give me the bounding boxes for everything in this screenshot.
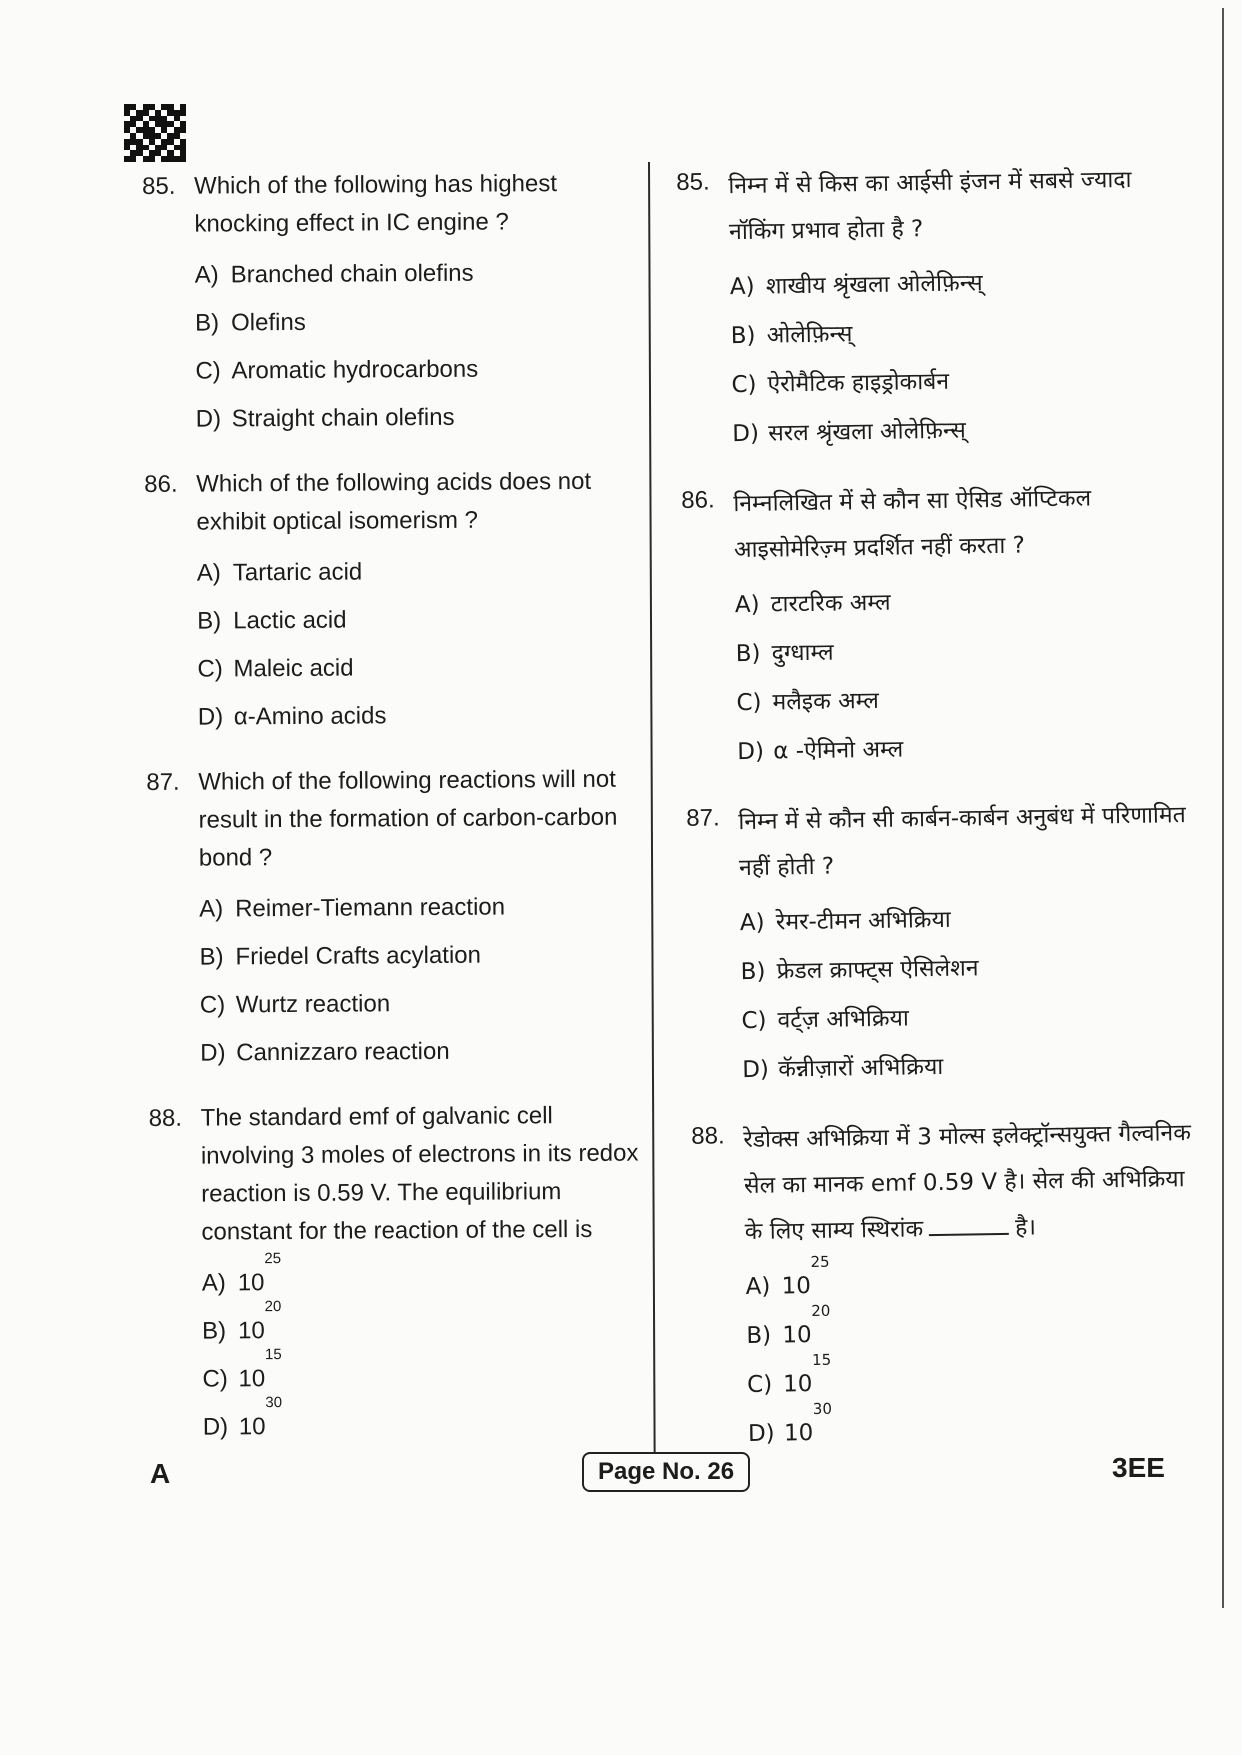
- option-d: D) Straight chain olefins: [195, 403, 455, 433]
- options-list: [195, 249, 634, 444]
- option-c: C) मलैइक अम्ल: [736, 687, 880, 717]
- question-text: निम्न में से कौन सी कार्बन-कार्बन अनुबंध में परिणामित नहीं होती ?: [738, 802, 1186, 882]
- option-d: D) α -ऐमिनो अम्ल: [737, 736, 904, 766]
- question-86-hi: [681, 474, 1196, 778]
- option-a: A) शाखीय श्रृंखला ओलेफ़िन्स्: [729, 270, 983, 301]
- question-88-hi: [691, 1110, 1206, 1460]
- question-number: 87.: [686, 804, 720, 832]
- option-a: A) Tartaric acid: [196, 558, 363, 587]
- question-text: Which of the following acids does not exhibit optical isomerism ?: [196, 467, 592, 536]
- qr-code: [124, 104, 186, 162]
- column-divider: [648, 162, 656, 1452]
- options-list: [735, 574, 1196, 777]
- option-a: A) 10 25: [201, 1250, 282, 1297]
- question-number: 85.: [676, 168, 710, 196]
- option-b: B) 10 20: [202, 1298, 282, 1345]
- question-number: 85.: [142, 172, 176, 200]
- option-c: C) 10 15: [202, 1346, 282, 1393]
- booklet-series: A: [150, 1458, 171, 1489]
- option-c: C) ऐरोमैटिक हाइड्रोकार्बन: [731, 368, 950, 399]
- option-c: C) Maleic acid: [197, 654, 354, 683]
- question-86-en: [144, 463, 636, 742]
- question-87-en: [146, 761, 638, 1078]
- option-d: D) सरल श्रृंखला ओलेफ़िन्स्: [732, 417, 967, 448]
- question-87-hi: [686, 792, 1201, 1096]
- question-number: 86.: [681, 486, 715, 514]
- page-edge-line: [1222, 8, 1224, 1608]
- question-number: 87.: [146, 768, 180, 796]
- paper-code: 3EE: [1112, 1452, 1165, 1483]
- option-c: C) 10 15: [746, 1350, 832, 1399]
- question-number: 86.: [144, 470, 178, 498]
- option-b: B) दुग्धाम्ल: [735, 639, 834, 668]
- option-a: A) रेमर-टीमन अभिक्रिया: [739, 906, 951, 937]
- option-c: C) Wurtz reaction: [199, 990, 391, 1019]
- option-d: D) 10 30: [747, 1399, 833, 1448]
- options-list: [745, 1252, 1206, 1459]
- option-d: D) 10 30: [202, 1394, 283, 1441]
- question-text: निम्नलिखित में से कौन सा ऐसिड ऑप्टिकल आइसोमेरिज़्म प्रदर्शित नहीं करता ?: [733, 485, 1092, 564]
- option-b: B) Lactic acid: [197, 606, 347, 635]
- option-c: C) Aromatic hydrocarbons: [195, 355, 479, 385]
- options-list: [201, 1250, 641, 1452]
- question-text: Which of the following has highest knocking effect in IC engine ?: [194, 170, 558, 238]
- question-85-en: [142, 165, 634, 444]
- option-b: B) Olefins: [194, 308, 306, 337]
- question-text: निम्न में से किस का आईसी इंजन में सबसे ज्यादा नॉकिंग प्रभाव होता है ?: [728, 166, 1132, 246]
- option-a: A) 10 25: [745, 1252, 830, 1301]
- page-number: Page No. 26: [582, 1452, 750, 1492]
- option-d: D) Cannizzaro reaction: [200, 1037, 450, 1067]
- option-a: A) Reimer-Tiemann reaction: [199, 893, 506, 923]
- option-b: B) Friedel Crafts acylation: [199, 941, 482, 971]
- option-d: D) α-Amino acids: [197, 702, 387, 731]
- question-85-hi: [676, 156, 1191, 460]
- option-a: A) Branched chain olefins: [194, 259, 474, 289]
- options-list: [199, 883, 638, 1078]
- option-d: D) कॅन्नीज़ारों अभिक्रिया: [742, 1053, 944, 1084]
- option-b: B) 10 20: [746, 1301, 831, 1350]
- options-list: [740, 892, 1201, 1095]
- option-b: B) फ्रेडल क्राफ्ट्स ऐसिलेशन: [740, 955, 979, 986]
- question-text: रेडोक्स अभिक्रिया में 3 मोल्स इलेक्ट्रॉन्सयुक्त गैल्वनिक सेल का मानक emf 0.59 V है। सेल की अभिक्रिया के लिए साम्य स्थिरांक है।: [743, 1120, 1192, 1246]
- option-a: A) टारटरिक अम्ल: [734, 589, 891, 619]
- question-number: 88.: [148, 1104, 183, 1132]
- question-text: Which of the following reactions will not result in the formation of carbon-carbon bond ?: [198, 765, 618, 872]
- question-number: 88.: [691, 1122, 725, 1150]
- options-list: [730, 256, 1191, 459]
- answer-blank: [929, 1211, 1009, 1236]
- option-b: B) ओलेफ़िन्स्: [730, 321, 853, 350]
- question-88-en: [149, 1097, 641, 1452]
- option-c: C) वर्ट्ज़ अभिक्रिया: [741, 1005, 910, 1035]
- hindi-column: [676, 156, 1207, 1482]
- question-text: The standard emf of galvanic cell involving 3 moles of electrons in its redox reaction is 0.59 V. The equilibrium constant for the reaction of the cell is: [200, 1102, 639, 1246]
- options-list: [197, 547, 636, 742]
- english-column: [142, 165, 641, 1474]
